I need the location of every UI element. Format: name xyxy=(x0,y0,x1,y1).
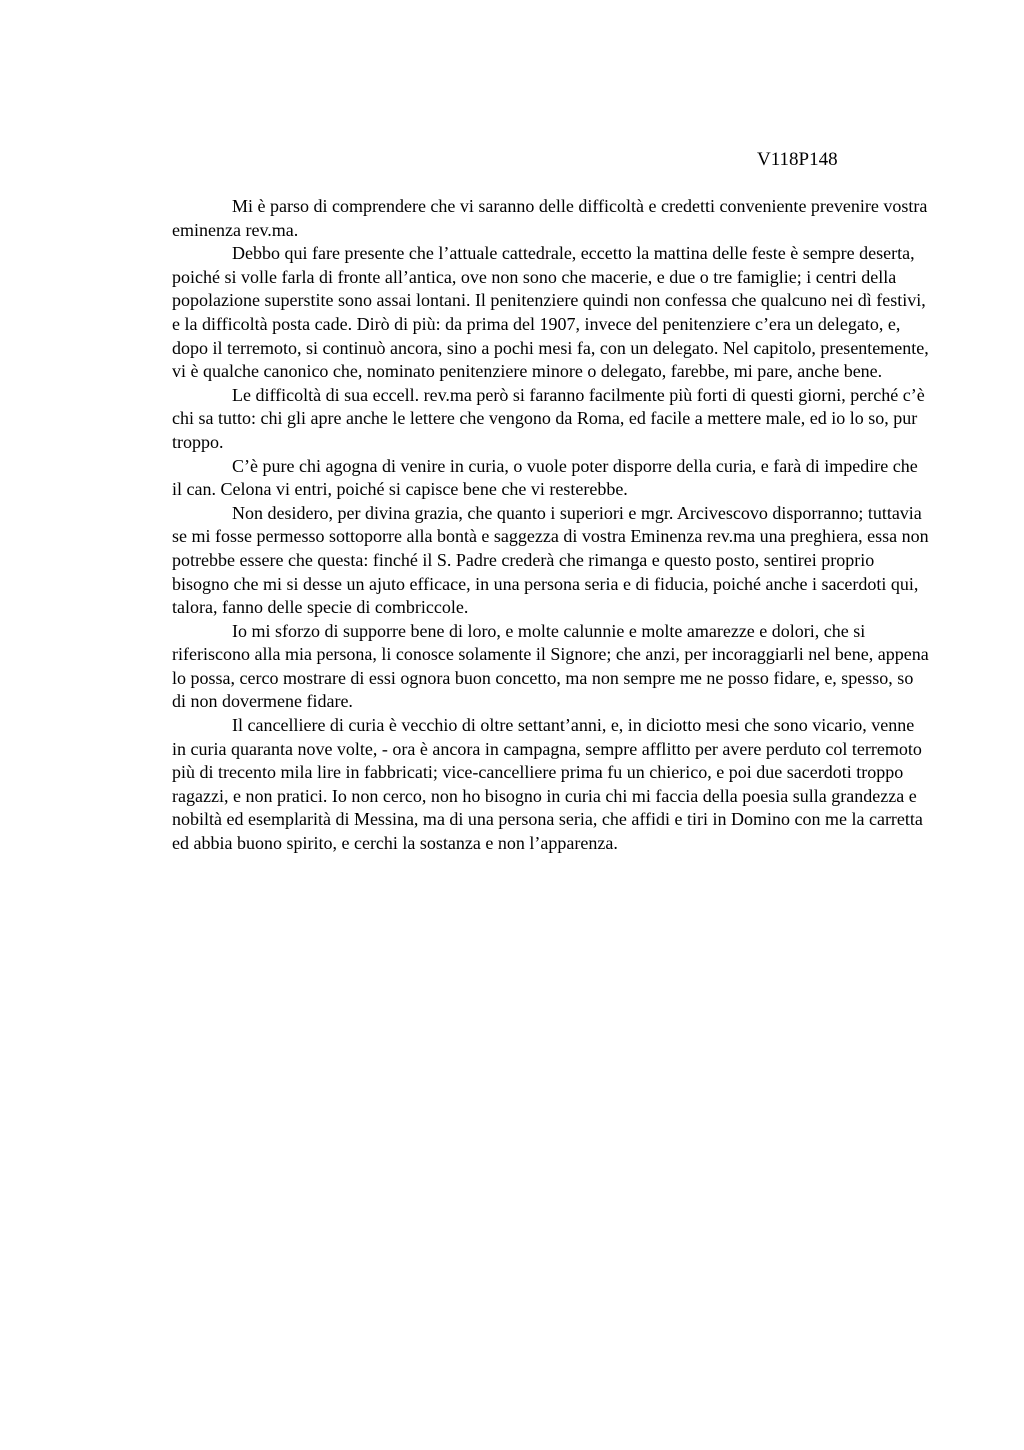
page-identifier: V118P148 xyxy=(757,149,838,170)
paragraph-1: Mi è parso di comprendere che vi saranno delle difficoltà e credetti conveniente prevenire vostra eminenza rev.ma. xyxy=(172,196,928,240)
letter-body xyxy=(172,195,930,856)
paragraph-5: Non desidero, per divina grazia, che quanto i superiori e mgr. Arcivescovo disporranno; tuttavia se mi fosse permesso sottoporre alla bontà e saggezza di vostra Eminenza rev.ma una preghiera, essa non potrebbe essere che questa: finché il S. Padre crederà che rimanga e questo posto, sentirei proprio bisogno che mi si desse un ajuto efficace, in una persona seria e di fiducia, poiché anche i sacerdoti qui, talora, fanno delle specie di combriccole. xyxy=(172,502,929,618)
paragraph-6: Io mi sforzo di supporre bene di loro, e molte calunnie e molte amarezze e dolori, che si riferiscono alla mia persona, li conosce solamente il Signore; che anzi, per incoraggiarli nel bene, appena lo possa, cerco mostrare di essi ognora buon concetto, ma non sempre me ne posso fidare, e, spesso, so di non dovermene fidare. xyxy=(172,620,929,712)
paragraph-4: C’è pure chi agogna di venire in curia, o vuole poter disporre della curia, e farà di impedire che il can. Celona vi entri, poiché si capisce bene che vi resterebbe. xyxy=(172,455,918,500)
paragraph-7: Il cancelliere di curia è vecchio di oltre settant’anni, e, in diciotto mesi che sono vicario, venne in curia quaranta nove volte, - ora è ancora in campagna, sempre afflitto per avere perduto col terremoto più di trecento mila lire in fabbricati; vice-cancelliere prima fu un chierico, e poi due sacerdoti troppo ragazzi, e non pratici. Io non cerco, non ho bisogno in curia chi mi faccia della poesia sulla grandezza e nobiltà ed esemplarità di Messina, ma di una persona seria, che affidi e tiri in Domino con me la carretta ed abbia buono spirito, e cerchi la sostanza e non l’apparenza. xyxy=(172,715,923,854)
paragraph-2: Debbo qui fare presente che l’attuale cattedrale, eccetto la mattina delle feste è sempre deserta, poiché si volle farla di fronte all’antica, ove non sono che macerie, e due o tre famiglie; i centri della popolazione superstite sono assai lontani. Il penitenziere quindi non confessa che qualcuno nei dì festivi, e la difficoltà posta cade. Dirò di più: da prima del 1907, invece del penitenziere c’era un delegato, e, dopo il terremoto, si continuò ancora, sino a pochi mesi fa, con un delegato. Nel capitolo, presentemente, vi è qualche canonico che, nominato penitenziere minore o delegato, farebbe, mi pare, anche bene. xyxy=(172,243,929,382)
paragraph-3: Le difficoltà di sua eccell. rev.ma però si faranno facilmente più forti di questi giorni, perché c’è chi sa tutto: chi gli apre anche le lettere che vengono da Roma, ed facile a mettere male, ed io lo so, pur troppo. xyxy=(172,384,925,452)
